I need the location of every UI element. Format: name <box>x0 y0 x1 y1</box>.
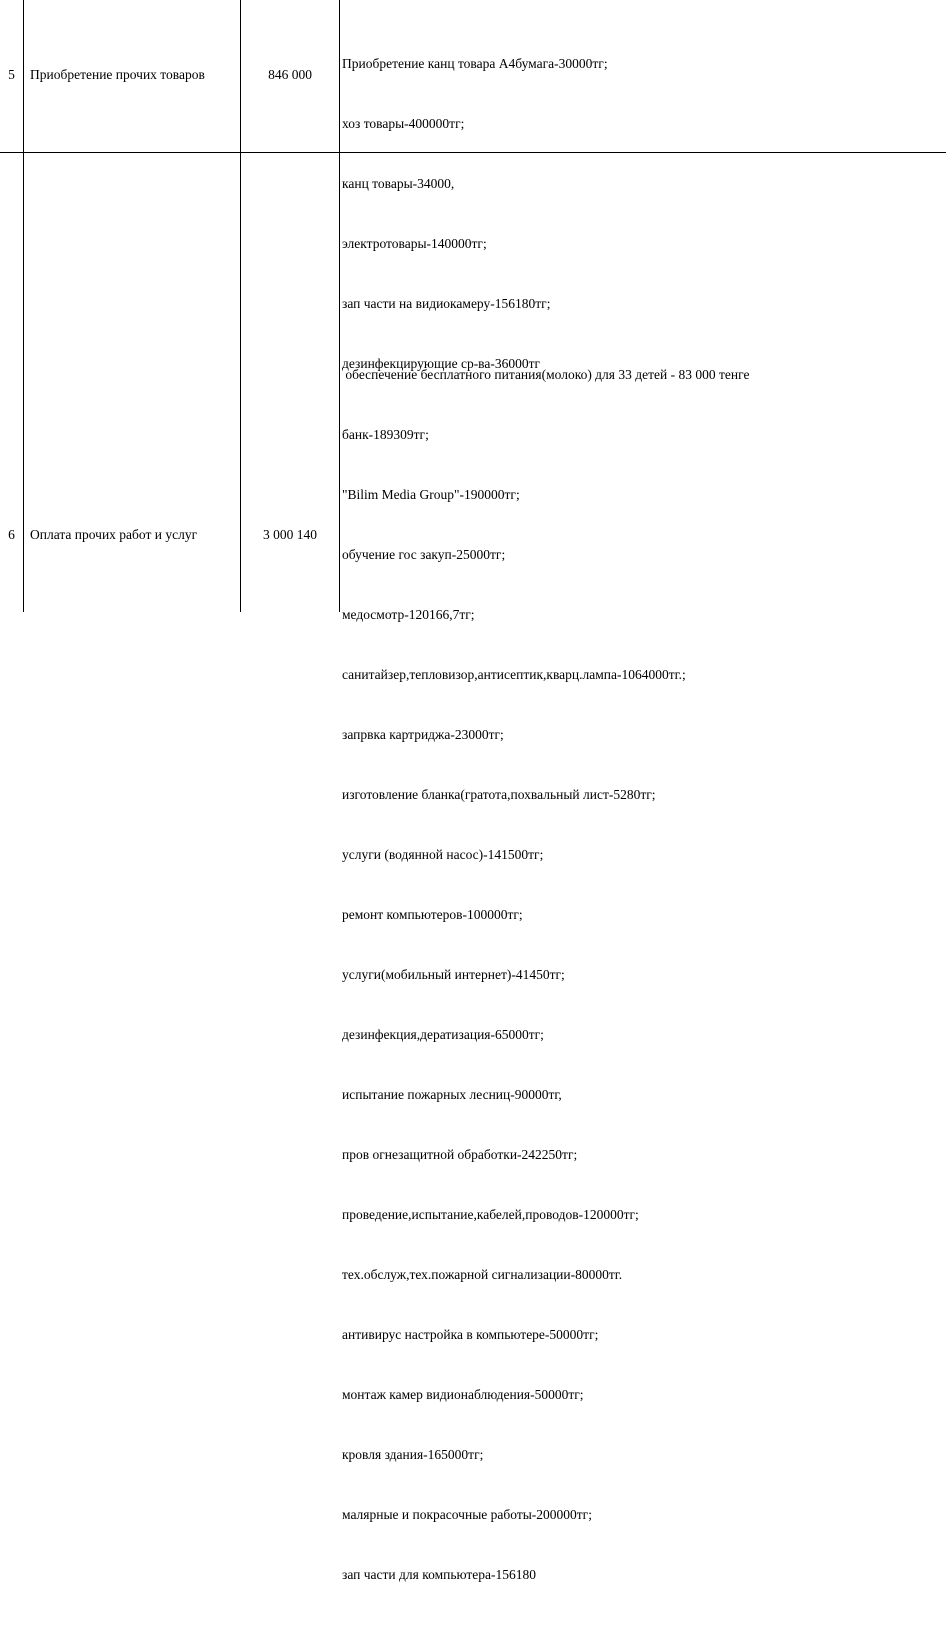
detail-line: проведение,испытание,кабелей,проводов-120000тг; <box>342 1207 639 1222</box>
detail-line: обеспечение бесплатного питания(молоко) для 33 детей - 83 000 тенге <box>342 367 750 382</box>
detail-line: канц товары-34000, <box>342 176 455 191</box>
detail-line: ремонт компьютеров-100000тг; <box>342 907 523 922</box>
detail-line: запрвка картриджа-23000тг; <box>342 727 504 742</box>
expense-name: Приобретение прочих товаров <box>30 67 205 82</box>
detail-line: дезинфекцирующие ср-ва-36000тг <box>342 356 541 371</box>
detail-line: изготовление бланка(гратота,похвальный лист-5280тг; <box>342 787 656 802</box>
detail-line: тех.обслуж,тех.пожарной сигнализации-80000тг. <box>342 1267 623 1282</box>
detail-line: хоз товары-400000тг; <box>342 116 465 131</box>
detail-line: Приобретение канц товара А4бумага-30000тг; <box>342 56 608 71</box>
detail-line: зап части для компьютера-156180 <box>342 1567 537 1582</box>
detail-line: малярные и покрасочные работы-200000тг; <box>342 1507 592 1522</box>
table-row <box>0 0 946 371</box>
detail-line: электротовары-140000тг; <box>342 236 487 251</box>
expense-details <box>342 325 749 1625</box>
detail-line: антивирус настройка в компьютере-50000тг; <box>342 1327 599 1342</box>
detail-line: дезинфекция,дератизация-65000тг; <box>342 1027 544 1042</box>
detail-line: "Bilim Media Group"-190000тг; <box>342 487 520 502</box>
detail-line: пров огнезащитной обработки-242250тг; <box>342 1147 578 1162</box>
detail-line: санитайзер,тепловизор,антисептик,кварц.лампа-1064000тг.; <box>342 667 686 682</box>
table-row <box>0 153 946 1582</box>
row-number: 5 <box>8 67 15 82</box>
row-number: 6 <box>8 527 15 542</box>
detail-line: обучение гос закуп-25000тг; <box>342 547 506 562</box>
detail-line: банк-189309тг; <box>342 427 429 442</box>
detail-line: кровля здания-165000тг; <box>342 1447 484 1462</box>
expense-amount: 846 000 <box>268 67 312 82</box>
expense-name: Оплата прочих работ и услуг <box>30 527 198 542</box>
detail-line: медосмотр-120166,7тг; <box>342 607 475 622</box>
detail-line: испытание пожарных лесниц-90000тг, <box>342 1087 562 1102</box>
detail-line: услуги (водянной насос)-141500тг; <box>342 847 544 862</box>
detail-line: монтаж камер видионаблюдения-50000тг; <box>342 1387 584 1402</box>
expense-amount: 3 000 140 <box>263 527 317 542</box>
detail-line: зап части на видиокамеру-156180тг; <box>342 296 551 311</box>
detail-line: услуги(мобильный интернет)-41450тг; <box>342 967 565 982</box>
